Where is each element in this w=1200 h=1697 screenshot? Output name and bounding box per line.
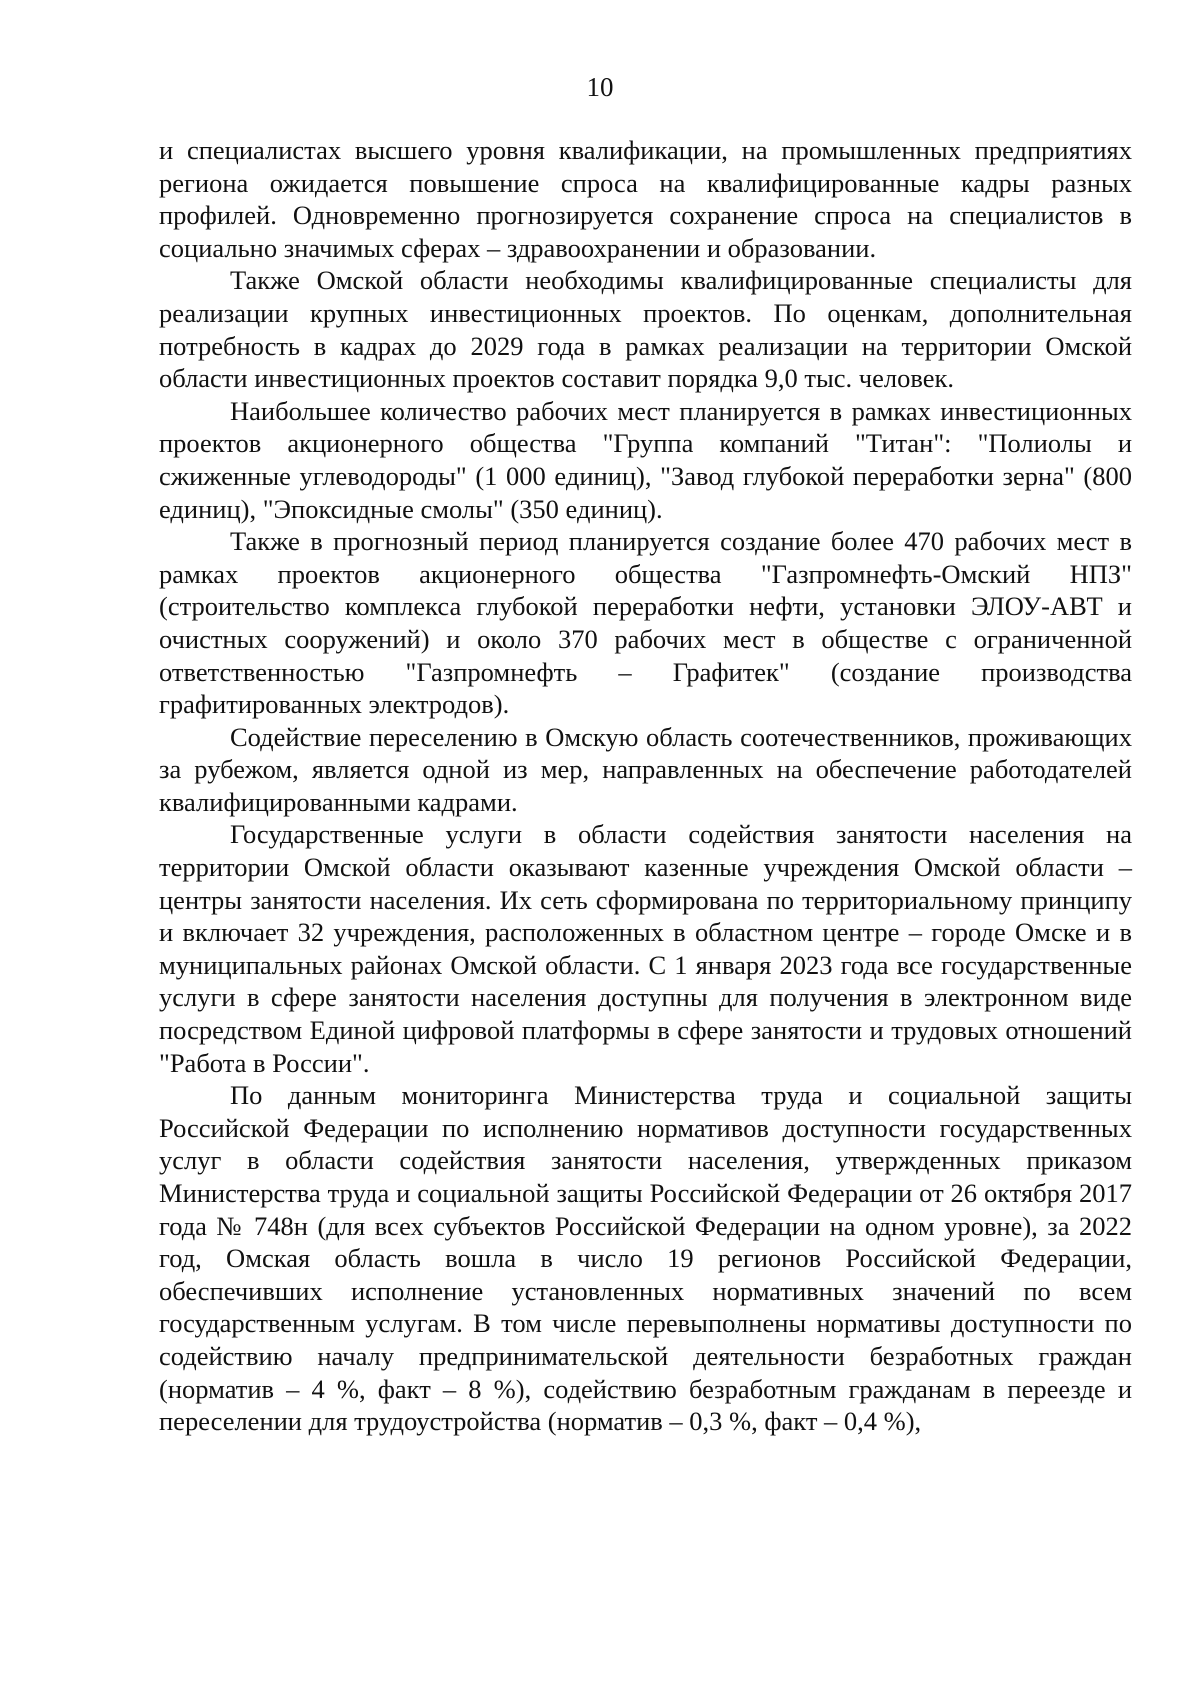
paragraph-investment-projects: Также Омской области необходимы квалифицированные специалисты для реализации крупных инвестиционных проектов. По оценкам, дополнительная потребность в кадрах до 2029 года в рамках реализации на территории Омской области инвестиционных проектов составит порядка 9,0 тыс. человек.: [159, 265, 1132, 394]
paragraph-gazpromneft-jobs: Также в прогнозный период планируется создание более 470 рабочих мест в рамках проектов акционерного общества "Газпромнефть-Омский НПЗ" (строительство комплекса глубокой переработки нефти, установки ЭЛОУ-АВТ и очистных сооружений) и около 370 рабочих мест в обществе с ограниченной ответственностью "Газпромнефть – Графитек" (создание производства графитированных электродов).: [159, 526, 1132, 720]
paragraph-titan-jobs: Наибольшее количество рабочих мест планируется в рамках инвестиционных проектов акционерного общества "Группа компаний "Титан": "Полиолы и сжиженные углеводороды" (1 000 единиц), "Завод глубокой переработки зерна" (800 единиц), "Эпоксидные смолы" (350 единиц).: [159, 395, 1132, 524]
paragraph-resettlement: Содействие переселению в Омскую область соотечественников, проживающих за рубежом, является одной из мер, направленных на обеспечение работодателей квалифицированными кадрами.: [159, 721, 1132, 817]
paragraph-continuation: и специалистах высшего уровня квалификации, на промышленных предприятиях региона ожидается повышение спроса на квалифицированные кадры разных профилей. Одновременно прогнозируется сохранение спроса на специалистов в социально значимых сферах – здравоохранении и образовании.: [159, 135, 1132, 263]
paragraph-employment-services: Государственные услуги в области содействия занятости населения на территории Омской области оказывают казенные учреждения Омской области – центры занятости населения. Их сеть сформирована по территориальному принципу и включает 32 учреждения, расположенных в областном центре – городе Омске и в муниципальных районах Омской области. С 1 января 2023 года все государственные услуги в сфере занятости населения доступны для получения в электронном виде посредством Единой цифровой платформы в сфере занятости и трудовых отношений "Работа в России".: [159, 819, 1132, 1078]
document-body: [159, 134, 1132, 1438]
page-number: 10: [586, 72, 614, 102]
paragraph-monitoring: По данным мониторинга Министерства труда и социальной защиты Российской Федерации по исполнению нормативов доступности государственных услуг в области содействия занятости населения, утвержденных приказом Министерства труда и социальной защиты Российской Федерации от 26 октября 2017 года № 748н (для всех субъектов Российской Федерации на одном уровне), за 2022 год, Омская область вошла в число 19 регионов Российской Федерации, обеспечивших исполнение установленных нормативных значений по всем государственным услугам. В том числе перевыполнены нормативы доступности по содействию началу предпринимательской деятельности безработных граждан (норматив – 4 %, факт – 8 %), содействию безработным гражданам в переезде и переселении для трудоустройства (норматив – 0,3 %, факт – 0,4 %),: [159, 1080, 1132, 1437]
